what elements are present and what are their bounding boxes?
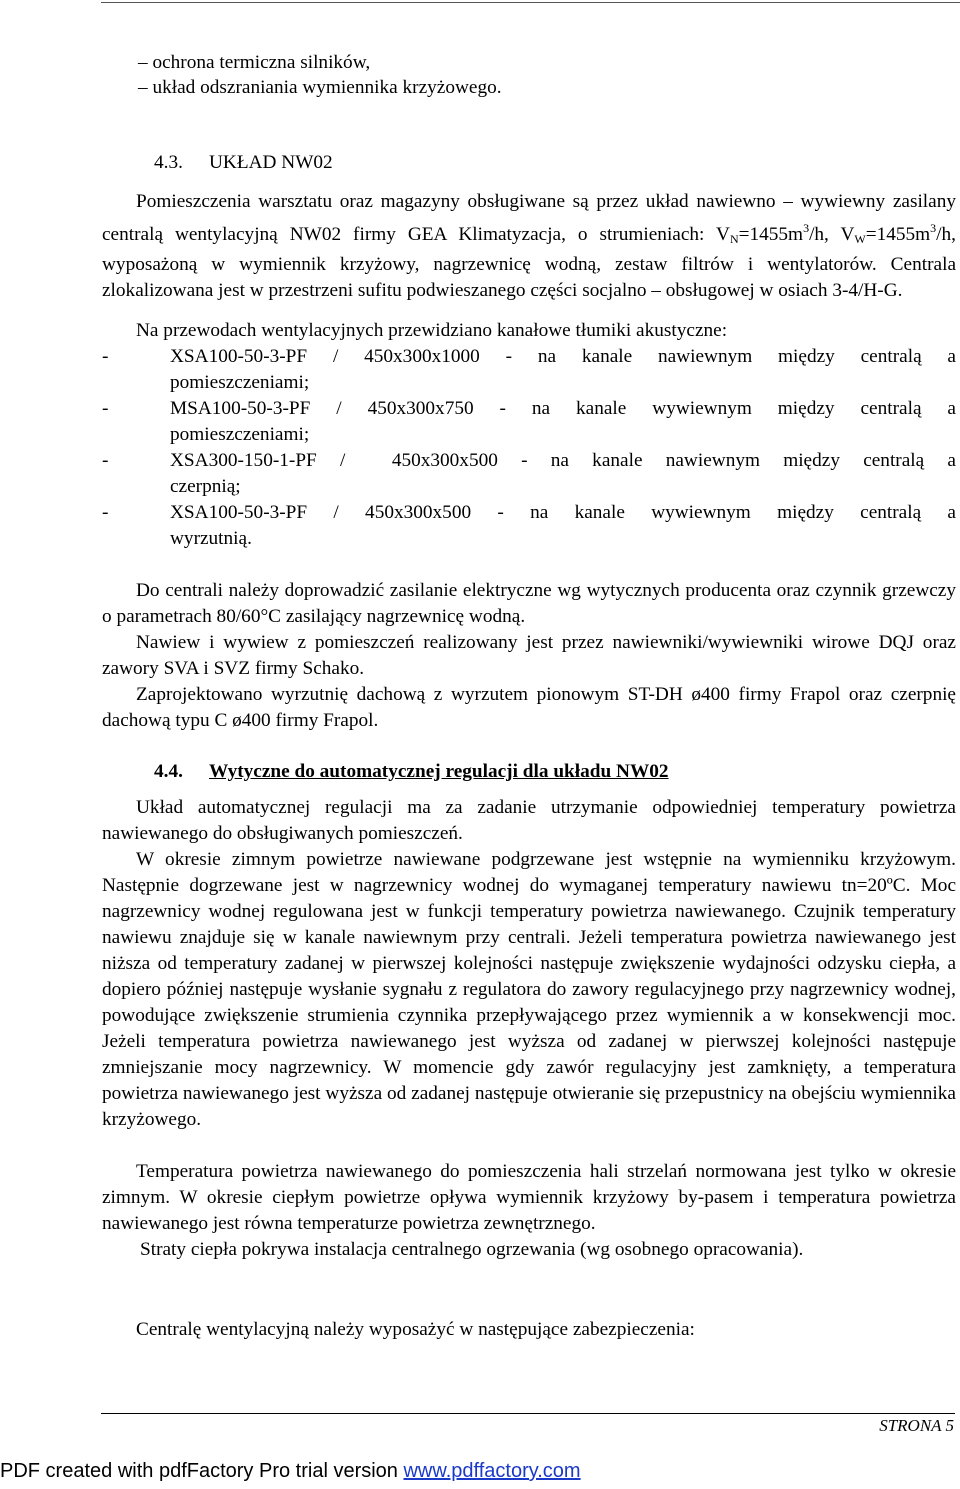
subscript: N xyxy=(729,232,739,246)
section-heading-4-4 xyxy=(154,759,669,785)
paragraph-heat-losses: Straty ciepła pokrywa instalacja centralnego ogrzewania (wg osobnego opracowania). xyxy=(140,1239,804,1260)
intro-item: – układ odszraniania wymiennika krzyżowego. xyxy=(138,77,502,98)
paragraph-power-supply: Do centrali należy doprowadzić zasilanie elektryczne wg wytycznych producenta oraz czynnik grzewczy o parametrach 80/60°C zasilający nagrzewnicę wodną. xyxy=(102,580,956,627)
silencer-item xyxy=(102,396,956,448)
silencer-line: MSA100-50-3-PF / 450x300x750 - na kanale wywiewnym między centralą a xyxy=(170,398,956,419)
superscript: 3 xyxy=(803,221,810,235)
list-bullet: - xyxy=(102,398,109,419)
silencer-item xyxy=(102,448,956,500)
text-run: =1455m xyxy=(865,224,931,245)
pdffactory-link[interactable]: www.pdffactory.com xyxy=(403,1460,581,1482)
silencer-line: XSA100-50-3-PF / 450x300x1000 - na kanale nawiewnym między centralą a xyxy=(170,346,956,367)
silencer-line: XSA300-150-1-PF / 450x300x500 - na kanale nawiewnym między centralą a xyxy=(170,450,956,471)
text-run: /h, wyposażoną w wymiennik krzyżowy, nagrzewnicę wodną, zestaw filtrów i wentylatorów. Centrala zlokalizowana jest w przestrzeni sufitu podwieszanego części socjalno – obsługowej w osiach 3-4/H-G. xyxy=(102,224,956,301)
section-title: UKŁAD NW02 xyxy=(209,152,333,173)
paragraph-protections: Centralę wentylacyjną należy wyposażyć w następujące zabezpieczenia: xyxy=(136,1319,695,1340)
list-bullet: - xyxy=(102,502,109,523)
pdf-creator-banner xyxy=(0,1460,581,1483)
banner-text: PDF created with pdfFactory Pro trial version xyxy=(0,1460,404,1482)
silencer-line: pomieszczeniami; xyxy=(170,372,310,393)
footer-rule xyxy=(101,1413,955,1414)
section-heading-4-3 xyxy=(154,150,333,176)
text-run: /h, V xyxy=(809,224,855,245)
intro-item: – ochrona termiczna silników, xyxy=(138,52,371,73)
text-run: =1455m xyxy=(738,224,804,245)
paragraph-regulation-goal: Układ automatycznej regulacji ma za zadanie utrzymanie odpowiedniej temperatury powietrza nawiewanego do obsługiwanych pomieszczeń. xyxy=(102,797,956,844)
silencer-item xyxy=(102,500,956,552)
top-rule xyxy=(101,2,960,3)
silencer-line: pomieszczeniami; xyxy=(170,424,310,445)
section-number: 4.4. xyxy=(154,761,183,782)
silencer-line: wyrzutnią. xyxy=(170,528,252,549)
subscript: W xyxy=(854,232,866,246)
page-number: STRONA 5 xyxy=(879,1416,954,1435)
silencers-intro: Na przewodach wentylacyjnych przewidziano kanałowe tłumiki akustyczne: xyxy=(136,320,728,341)
silencer-line: XSA100-50-3-PF / 450x300x500 - na kanale wywiewnym między centralą a xyxy=(170,502,956,523)
text-run: Pomieszczenia warsztatu oraz magazyny obsługiwane są przez układ nawiewno – wywiewny zasilany centralą wentylacyjną NW02 firmy GEA Klimatyzacja, o strumieniach: V xyxy=(102,191,956,245)
paragraph-nw02-description xyxy=(102,189,956,304)
paragraph-diffusers: Nawiew i wywiew z pomieszczeń realizowany jest przez nawiewniki/wywiewniki wirowe DQJ oraz zawory SVA i SVZ firmy Schako. xyxy=(102,632,956,679)
list-bullet: - xyxy=(102,450,109,471)
list-bullet: - xyxy=(102,346,109,367)
section-title: Wytyczne do automatycznej regulacji dla układu NW02 xyxy=(209,761,669,782)
paragraph-winter-operation: W okresie zimnym powietrze nawiewane podgrzewane jest wstępnie na wymienniku krzyżowym. Następnie dogrzewane jest w nagrzewnicy wodnej do wymaganej temperatury nawiewu tn=20ºC. Moc nagrzewnicy wodnej regulowana jest w funkcji temperatury powietrza nawiewanego. Czujnik temperatury nawiewu znajduje się w kanale nawiewnym przy centrali. Jeżeli temperatura powietrza nawiewanego jest niższa od temperatury zadanej w pierwszej kolejności następuje zwiększenie wydajności odzysku ciepła, a dopiero później następuje wysłanie sygnału z regulatora do zawory regulacyjnego przy nagrzewnicy wodnej, powodujące zwiększenie strumienia czynnika przepływającego przez wymiennik a w konsekwencji moc. Jeżeli temperatura powietrza nawiewanego jest wyższa od zadanej w pierwszej kolejności następuje zmniejszanie mocy nagrzewnicy. W momencie gdy zawór regulacyjny jest zamknięty, a temperatura powietrza nawiewanego jest wyższa od zadanej następuje otwieranie się przepustnicy na obejściu wymiennika krzyżowego. xyxy=(102,849,956,1130)
paragraph-summer-operation: Temperatura powietrza nawiewanego do pomieszczenia hali strzelań normowana jest tylko w okresie zimnym. W okresie ciepłym powietrze opływa wymiennik krzyżowy by-pasem i temperatura powietrza nawiewanego jest równa temperaturze powietrza zewnętrznego. xyxy=(102,1161,956,1234)
paragraph-roof-units: Zaprojektowano wyrzutnię dachową z wyrzutem pionowym ST-DH ø400 firmy Frapol oraz czerpnię dachową typu C ø400 firmy Frapol. xyxy=(102,684,956,731)
silencer-item xyxy=(102,344,956,396)
silencer-line: czerpnią; xyxy=(170,476,241,497)
section-number: 4.3. xyxy=(154,152,183,173)
superscript: 3 xyxy=(930,221,937,235)
